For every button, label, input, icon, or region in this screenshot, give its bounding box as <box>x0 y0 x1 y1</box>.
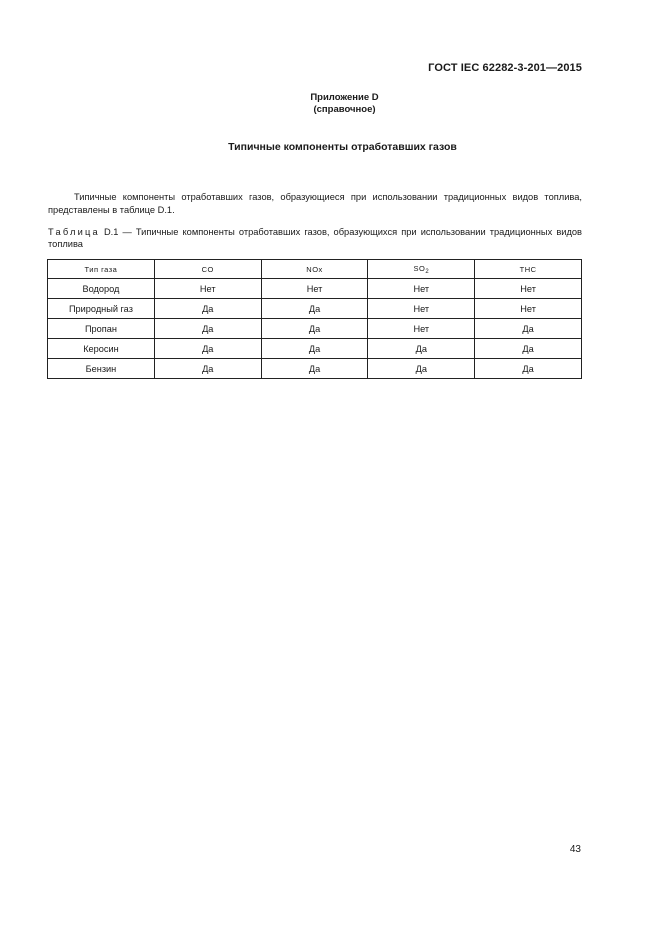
annex-title: Приложение D <box>310 92 379 103</box>
header-co: CO <box>154 260 261 279</box>
table-row <box>48 319 582 339</box>
cell-so2: Нет <box>368 319 475 339</box>
header-so2-subscript: 2 <box>425 268 430 275</box>
table-caption-text: D.1 — Типичные компоненты отработавших газов, образующихся при использовании традиционных видов топлива <box>48 227 582 249</box>
cell-so2: Нет <box>368 279 475 299</box>
header-thc: THC <box>475 260 582 279</box>
header-gas-type: Тип газа <box>48 260 155 279</box>
cell-so2: Да <box>368 339 475 359</box>
cell-co: Нет <box>154 279 261 299</box>
cell-nox: Да <box>261 339 368 359</box>
cell-so2: Нет <box>368 299 475 319</box>
cell-gas-type: Пропан <box>48 319 155 339</box>
cell-co: Да <box>154 319 261 339</box>
header-nox: NOx <box>261 260 368 279</box>
table-row <box>48 359 582 379</box>
section-title: Типичные компоненты отработавших газов <box>228 141 457 153</box>
cell-thc: Да <box>475 359 582 379</box>
cell-gas-type: Керосин <box>48 339 155 359</box>
table-row <box>48 299 582 319</box>
header-so2 <box>368 260 475 279</box>
gas-components-table <box>47 259 582 379</box>
table-row <box>48 279 582 299</box>
page-number: 43 <box>569 844 581 855</box>
table-row <box>48 339 582 359</box>
cell-gas-type: Природный газ <box>48 299 155 319</box>
cell-gas-type: Бензин <box>48 359 155 379</box>
cell-thc: Нет <box>475 279 582 299</box>
cell-nox: Нет <box>261 279 368 299</box>
body-paragraph <box>48 191 582 217</box>
paragraph-text: Типичные компоненты отработавших газов, образующиеся при использовании традиционных видов топлива, представлены в таблице D.1. <box>48 192 582 215</box>
table-caption <box>48 226 582 250</box>
cell-co: Да <box>154 339 261 359</box>
cell-gas-type: Водород <box>48 279 155 299</box>
table-header-row <box>48 260 582 279</box>
cell-nox: Да <box>261 319 368 339</box>
cell-co: Да <box>154 299 261 319</box>
table-caption-label: Таблица <box>48 227 100 237</box>
annex-subtitle: (справочное) <box>313 104 376 115</box>
cell-so2: Да <box>368 359 475 379</box>
annex-heading <box>0 92 661 116</box>
cell-thc: Да <box>475 319 582 339</box>
cell-co: Да <box>154 359 261 379</box>
cell-thc: Да <box>475 339 582 359</box>
cell-nox: Да <box>261 359 368 379</box>
header-so2-base: SO <box>413 263 426 273</box>
document-code: ГОСТ IEC 62282-3-201—2015 <box>428 62 582 74</box>
cell-thc: Нет <box>475 299 582 319</box>
cell-nox: Да <box>261 299 368 319</box>
